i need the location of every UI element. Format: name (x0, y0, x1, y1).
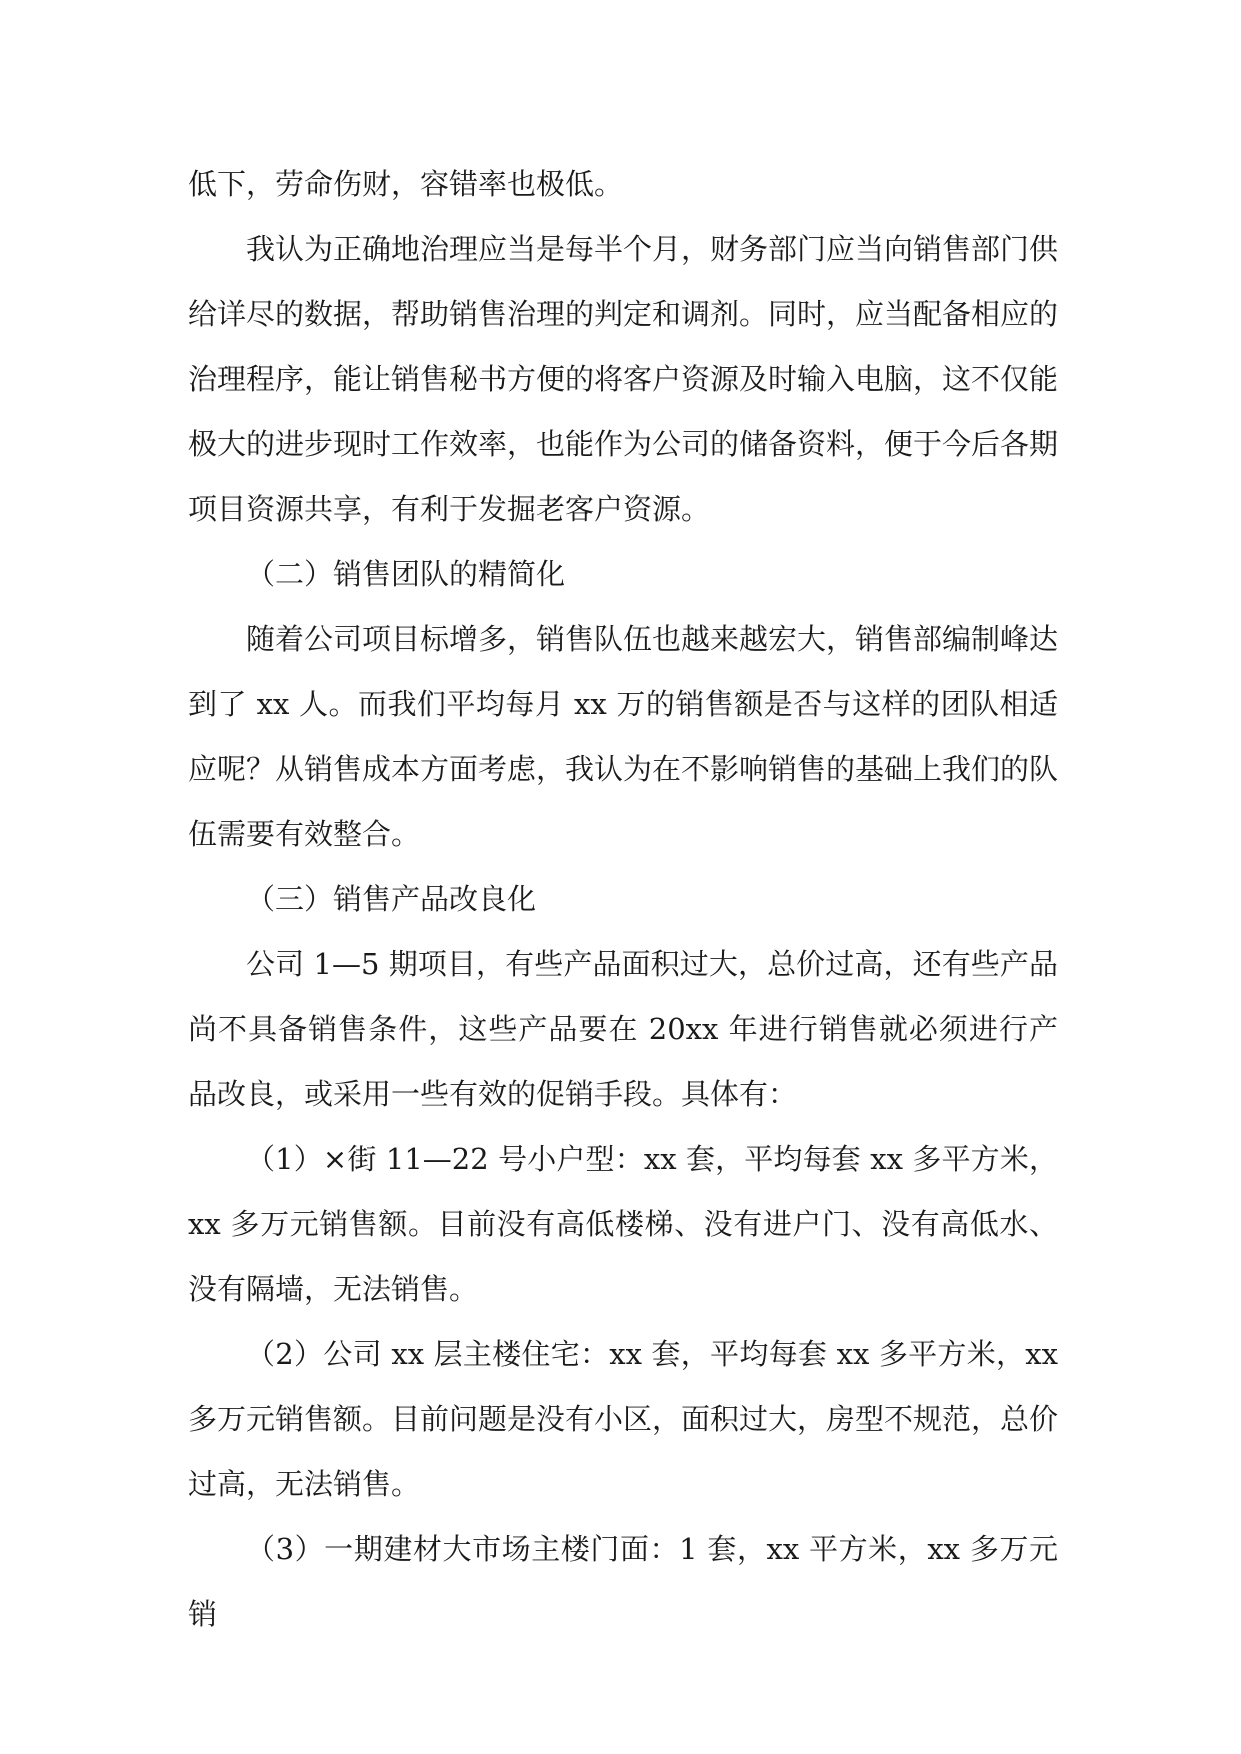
section-heading-3: （三）销售产品改良化 (246, 882, 537, 916)
section-heading-2: （二）销售团队的精简化 (246, 557, 566, 591)
document-body (188, 152, 1058, 1647)
list-item-3: （3）一期建材大市场主楼门面：1 套，xx 平方米，xx 多万元销 (188, 1532, 1058, 1631)
paragraph-3: 随着公司项目标增多，销售队伍也越来越宏大，销售部编制峰达到了 xx 人。而我们平均每月 xx 万的销售额是否与这样的团队相适应呢？从销售成本方面考虑，我认为在不影响销售的基础上我们的队伍需要有效整合。 (188, 622, 1059, 851)
paragraph-4: 公司 1—5 期项目，有些产品面积过大，总价过高，还有些产品尚不具备销售条件，这些产品要在 20xx 年进行销售就必须进行产品改良，或采用一些有效的促销手段。具体有： (188, 947, 1058, 1111)
list-item-2: （2）公司 xx 层主楼住宅：xx 套，平均每套 xx 多平方米，xx 多万元销售额。目前问题是没有小区，面积过大，房型不规范，总价过高，无法销售。 (188, 1337, 1059, 1501)
paragraph-2: 我认为正确地治理应当是每半个月，财务部门应当向销售部门供给详尽的数据，帮助销售治理的判定和调剂。同时，应当配备相应的治理程序，能让销售秘书方便的将客户资源及时输入电脑，这不仅能极大的进步现时工作效率，也能作为公司的储备资料，便于今后各期项目资源共享，有利于发掘老客户资源。 (188, 232, 1059, 526)
paragraph-1: 低下，劳命伤财，容错率也极低。 (188, 167, 624, 201)
list-item-1: （1）×街 11—22 号小户型：xx 套，平均每套 xx 多平方米，xx 多万元销售额。目前没有高低楼梯、没有进户门、没有高低水、没有隔墙，无法销售。 (188, 1142, 1058, 1306)
